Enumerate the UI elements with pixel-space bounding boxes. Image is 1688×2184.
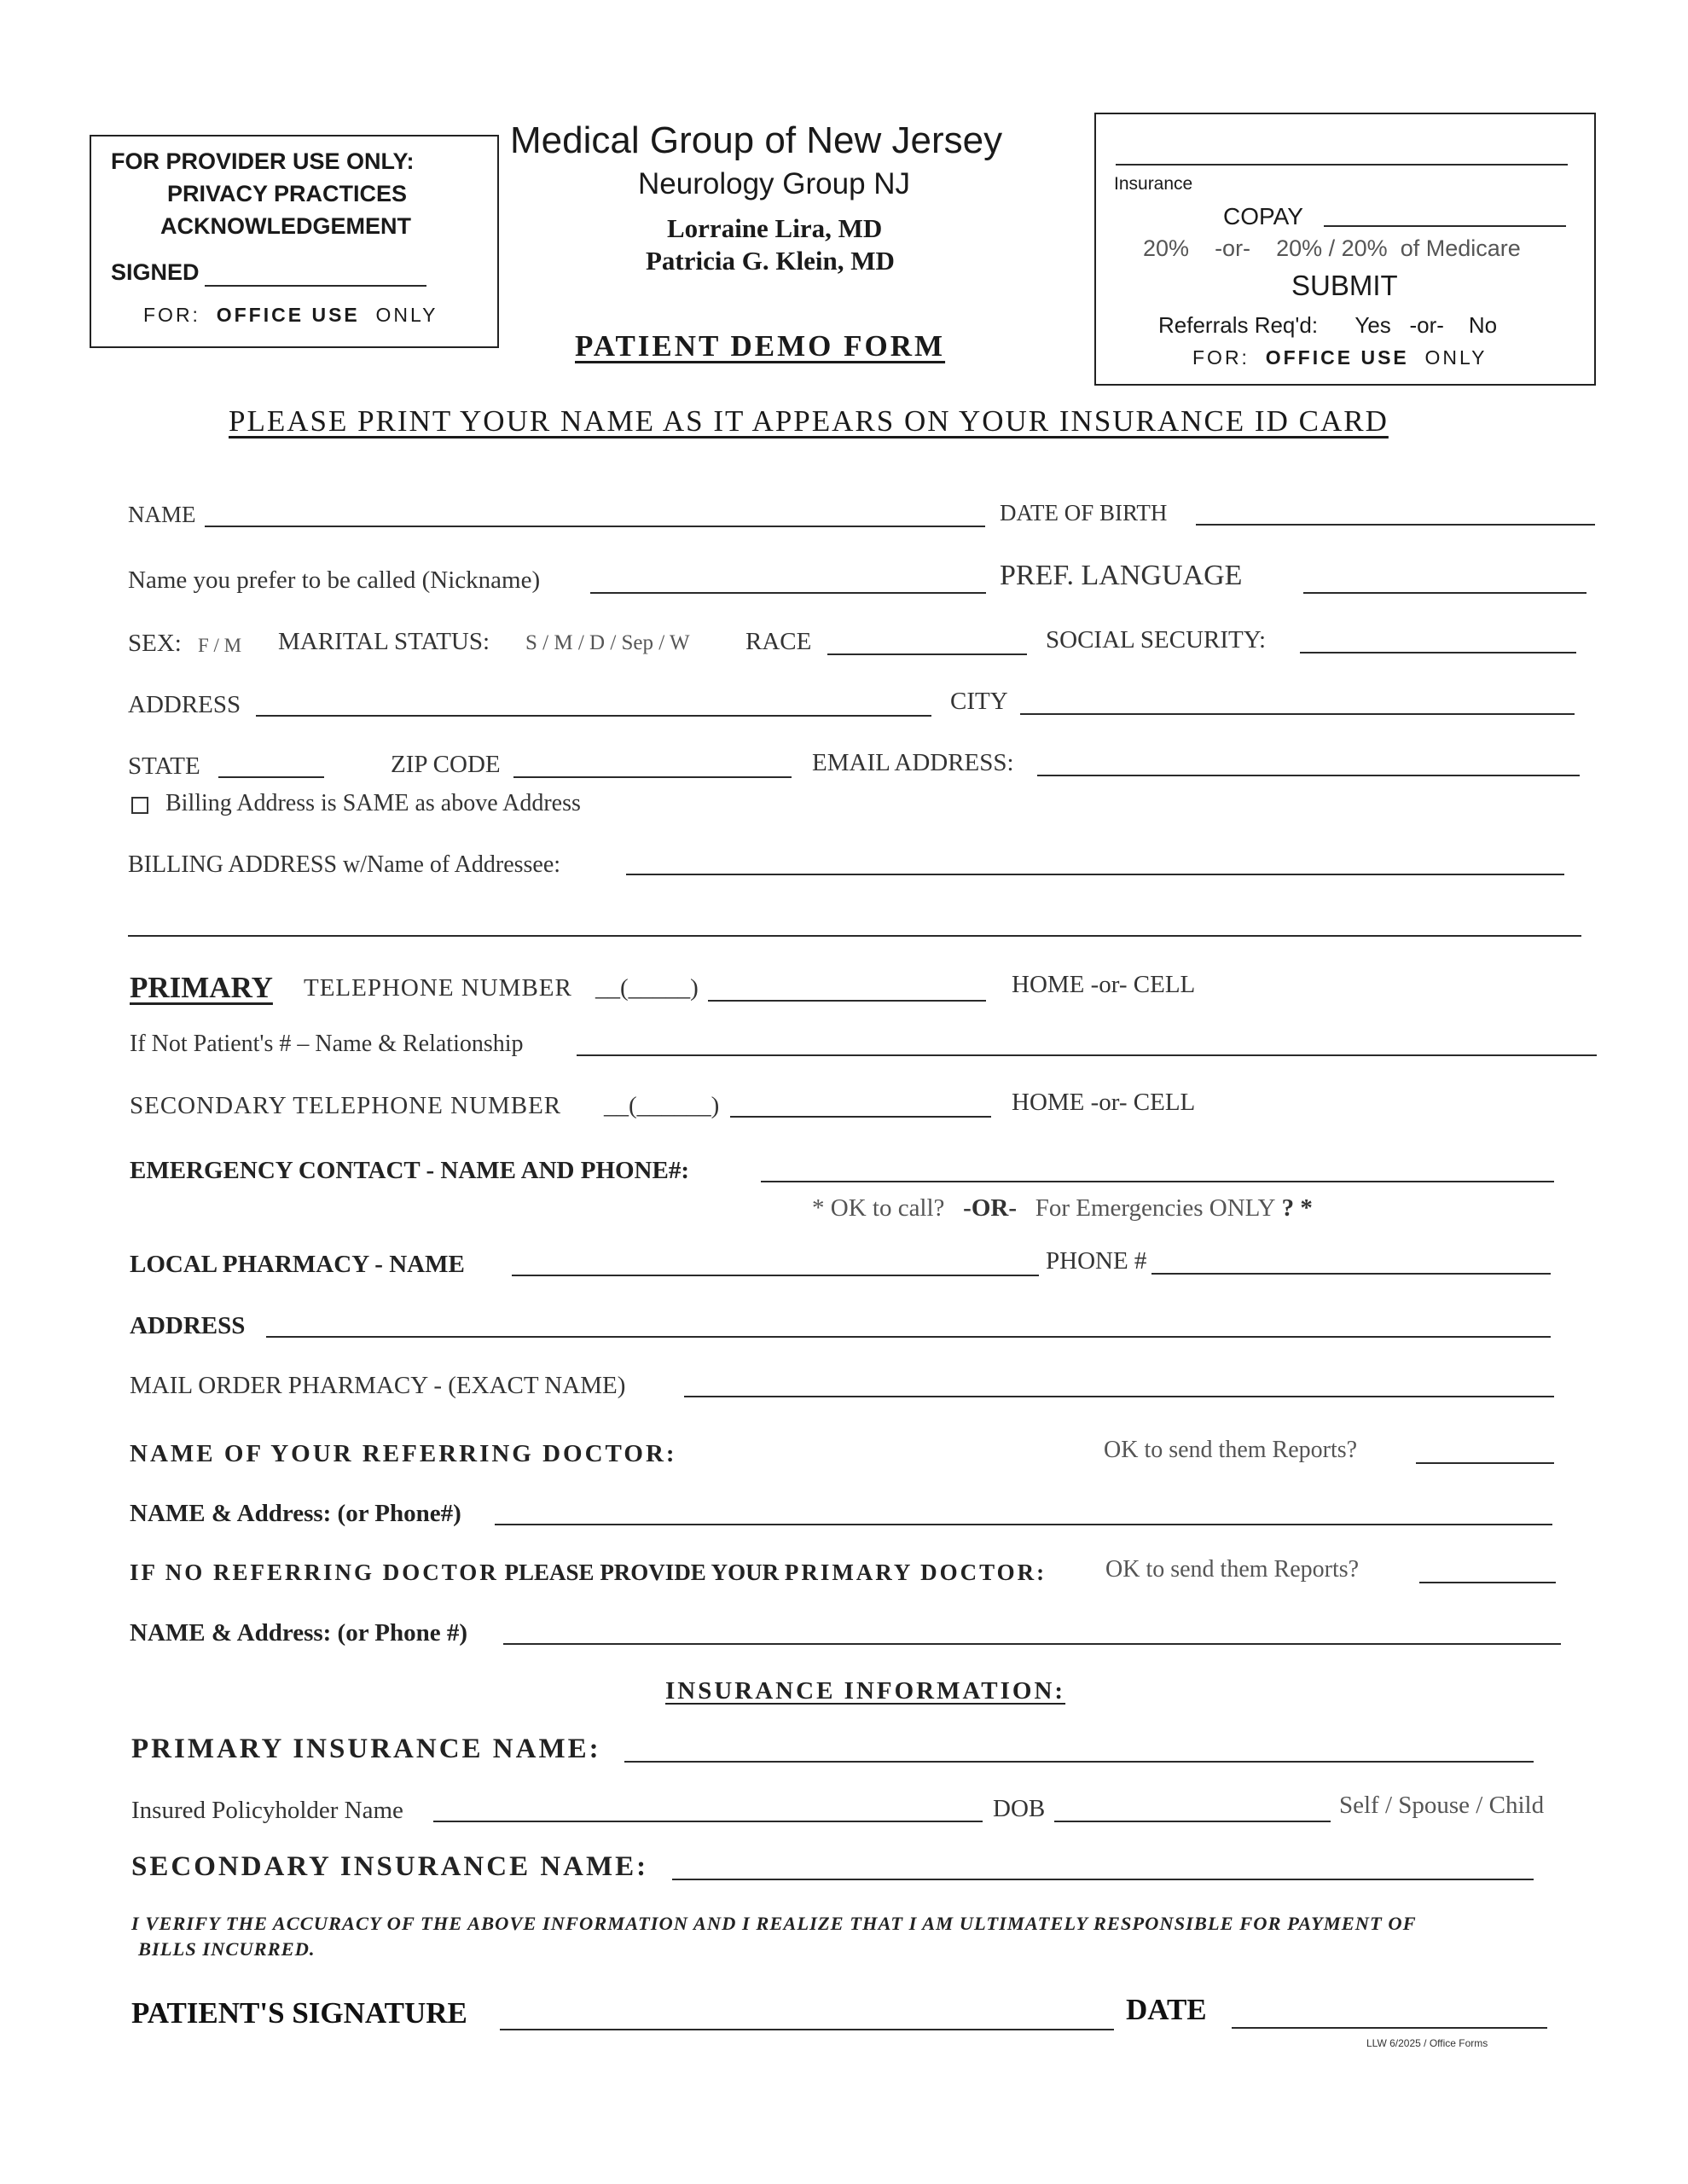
secondary-insurance-line: [672, 1879, 1534, 1880]
signature-date-line: [1232, 2027, 1547, 2029]
state-line: [218, 776, 324, 778]
pharmacy-name-label: LOCAL PHARMACY - NAME: [130, 1251, 465, 1278]
billing-same-label: Billing Address is SAME as above Address: [165, 790, 581, 816]
mail-order-line: [684, 1396, 1554, 1397]
or-label-1: -or-: [1215, 235, 1251, 261]
ok-reports-2-label: OK to send them Reports?: [1105, 1556, 1360, 1583]
name-label: NAME: [128, 502, 196, 527]
primary-insurance-label: PRIMARY INSURANCE NAME:: [131, 1734, 601, 1764]
pct-20[interactable]: 20%: [1143, 235, 1190, 261]
not-patient-input[interactable]: [578, 1024, 1595, 1054]
policyholder-label: Insured Policyholder Name: [131, 1797, 403, 1824]
signed-line: [205, 285, 426, 287]
name-address-phone-2-label: NAME & Address: (or Phone #): [130, 1619, 468, 1647]
pharmacy-name-input[interactable]: [513, 1244, 1037, 1275]
ssn-line: [1300, 652, 1576, 653]
pharmacy-address-input[interactable]: [268, 1305, 1549, 1336]
ok-reports-1-input[interactable]: [1418, 1432, 1552, 1462]
dob-label: DATE OF BIRTH: [1000, 500, 1168, 526]
referrals-yes[interactable]: Yes: [1354, 312, 1391, 338]
primary-label: PRIMARY: [130, 971, 273, 1004]
patient-signature-label: PATIENT'S SIGNATURE: [131, 1996, 467, 2030]
form-title: PATIENT DEMO FORM: [575, 329, 946, 363]
footer-form-code: LLW 6/2025 / Office Forms: [1366, 2037, 1488, 2049]
medicare-pct-row: [1143, 235, 1521, 262]
org-name: Medical Group of New Jersey: [510, 119, 1003, 161]
doctor-1: Lorraine Lira, MD: [667, 213, 883, 243]
ok-reports-1-label: OK to send them Reports?: [1104, 1437, 1358, 1463]
insurance-label: Insurance: [1114, 174, 1193, 194]
address-line: [256, 715, 931, 717]
ok-reports-1-line: [1416, 1462, 1554, 1464]
signature-date-input[interactable]: [1233, 1996, 1546, 2027]
referrals-label: Referrals Req'd:: [1158, 312, 1319, 338]
no-referring-label: IF NO REFERRING DOCTOR: [130, 1560, 499, 1585]
sex-options[interactable]: F / M: [198, 635, 242, 656]
state-label: STATE: [128, 752, 200, 780]
mail-order-label: MAIL ORDER PHARMACY - (EXACT NAME): [130, 1372, 626, 1399]
of-medicare-label: of Medicare: [1400, 235, 1521, 261]
billing-address-line: [626, 874, 1564, 875]
name-line: [205, 526, 985, 527]
instruction-heading: PLEASE PRINT YOUR NAME AS IT APPEARS ON YOUR INSURANCE ID CARD: [229, 404, 1389, 438]
name-address-phone-1-input[interactable]: [496, 1493, 1551, 1524]
zip-line: [513, 776, 792, 778]
pref-language-input[interactable]: [1305, 561, 1585, 592]
zip-input[interactable]: [515, 746, 790, 776]
ok-reports-2-line: [1419, 1582, 1556, 1583]
verification-line-2: BILLS INCURRED.: [138, 1938, 316, 1960]
marital-status-label: MARITAL STATUS:: [278, 628, 490, 655]
pharmacy-phone-line: [1151, 1273, 1551, 1275]
acknowledgement-label: ACKNOWLEDGEMENT: [160, 213, 411, 239]
primary-insurance-input[interactable]: [626, 1730, 1532, 1761]
marital-status-options[interactable]: S / M / D / Sep / W: [525, 631, 690, 654]
email-label: EMAIL ADDRESS:: [812, 749, 1014, 776]
office-only-label: ONLY: [375, 304, 438, 326]
emergency-input[interactable]: [763, 1150, 1552, 1181]
provider-use-title: FOR PROVIDER USE ONLY:: [111, 148, 415, 174]
primary-doctor-label: PRIMARY DOCTOR:: [784, 1560, 1047, 1585]
billing-address-input-2[interactable]: [130, 904, 1580, 935]
policyholder-input[interactable]: [435, 1790, 981, 1821]
pharmacy-phone-label: PHONE #: [1046, 1247, 1147, 1275]
no-referring-row: [130, 1560, 1047, 1586]
office-use-only-left: [143, 304, 438, 327]
city-line: [1020, 713, 1575, 715]
insurance-name-input[interactable]: [1117, 133, 1566, 164]
question-star: ? *: [1281, 1194, 1313, 1222]
policyholder-dob-label: DOB: [993, 1795, 1046, 1822]
insurance-heading: INSURANCE INFORMATION:: [665, 1677, 1066, 1705]
verification-line-1: I VERIFY THE ACCURACY OF THE ABOVE INFORMATION AND I REALIZE THAT I AM ULTIMATELY RESPONSIBLE FOR PAYMENT OF: [131, 1913, 1417, 1934]
emergencies-only-option[interactable]: For Emergencies ONLY: [1035, 1194, 1276, 1222]
name-address-phone-1-line: [495, 1524, 1552, 1525]
race-line: [827, 653, 1027, 655]
office-for-label: FOR:: [143, 304, 200, 326]
or-bold-label: -OR-: [963, 1194, 1017, 1222]
billing-address-input[interactable]: [628, 843, 1563, 874]
office-for-label-right: FOR:: [1192, 346, 1250, 369]
office-use-label: OFFICE USE: [216, 304, 360, 326]
billing-address-label: BILLING ADDRESS w/Name of Addressee:: [128, 851, 561, 878]
pharmacy-phone-input[interactable]: [1153, 1242, 1549, 1273]
submit-label: SUBMIT: [1291, 270, 1398, 301]
ssn-input[interactable]: [1302, 621, 1575, 652]
pct-20-20[interactable]: 20% / 20%: [1276, 235, 1388, 261]
copay-label: COPAY: [1223, 203, 1303, 229]
referrals-no[interactable]: No: [1468, 312, 1498, 338]
pref-language-label: PREF. LANGUAGE: [1000, 560, 1243, 591]
provider-signed-input[interactable]: [206, 254, 425, 285]
primary-phone-area: __(_____): [595, 974, 699, 1002]
nickname-label: Name you prefer to be called (Nickname): [128, 566, 541, 594]
policyholder-relation[interactable]: Self / Spouse / Child: [1339, 1792, 1545, 1819]
pref-language-line: [1303, 592, 1586, 594]
group-name: Neurology Group NJ: [638, 167, 911, 200]
race-label: RACE: [745, 628, 812, 655]
secondary-home-or-cell[interactable]: HOME -or- CELL: [1012, 1089, 1196, 1116]
city-input[interactable]: [1022, 682, 1573, 713]
not-patient-label: If Not Patient's # – Name & Relationship: [130, 1031, 524, 1057]
state-input[interactable]: [220, 746, 322, 776]
address-input[interactable]: [258, 684, 930, 715]
primary-insurance-line: [624, 1761, 1534, 1763]
sex-label: SEX:: [128, 630, 182, 657]
email-input[interactable]: [1039, 744, 1578, 775]
dob-input[interactable]: [1198, 493, 1593, 524]
patient-signature-input[interactable]: [502, 1998, 1112, 2029]
doctor-2: Patricia G. Klein, MD: [646, 246, 895, 276]
patient-signature-line: [500, 2029, 1114, 2030]
privacy-practices-label: PRIVACY PRACTICES: [167, 181, 408, 206]
mail-order-input[interactable]: [686, 1365, 1552, 1396]
address-label: ADDRESS: [128, 691, 241, 718]
secondary-insurance-label: SECONDARY INSURANCE NAME:: [131, 1851, 649, 1882]
emergency-line: [761, 1181, 1554, 1182]
nickname-input[interactable]: [592, 561, 984, 592]
signed-label: SIGNED: [111, 259, 200, 285]
secondary-phone-input[interactable]: [732, 1085, 989, 1116]
policyholder-line: [433, 1821, 983, 1822]
ssn-label: SOCIAL SECURITY:: [1046, 626, 1267, 653]
ok-reports-2-input[interactable]: [1421, 1551, 1554, 1582]
secondary-phone-line: [730, 1116, 991, 1118]
primary-phone-input[interactable]: [710, 969, 984, 1000]
primary-home-or-cell[interactable]: HOME -or- CELL: [1012, 971, 1196, 998]
name-address-phone-2-input[interactable]: [505, 1612, 1559, 1643]
city-label: CITY: [950, 688, 1008, 715]
zip-label: ZIP CODE: [391, 751, 501, 778]
name-address-phone-2-line: [503, 1643, 1561, 1645]
pharmacy-address-label: ADDRESS: [130, 1312, 246, 1339]
ok-to-call-option[interactable]: * OK to call?: [812, 1194, 945, 1222]
office-use-only-right: [1192, 346, 1487, 369]
name-input[interactable]: [206, 495, 983, 526]
billing-address-line-2: [128, 935, 1581, 937]
name-address-phone-1-label: NAME & Address: (or Phone#): [130, 1500, 461, 1527]
race-input[interactable]: [829, 623, 1025, 653]
secondary-insurance-input[interactable]: [674, 1848, 1532, 1879]
nickname-line: [590, 592, 986, 594]
email-line: [1037, 775, 1580, 776]
policyholder-dob-input[interactable]: [1056, 1790, 1329, 1821]
referrals-row: [1158, 312, 1497, 339]
secondary-phone-area: __(______): [604, 1092, 720, 1119]
referring-doctor-label: NAME OF YOUR REFERRING DOCTOR:: [130, 1440, 677, 1467]
policyholder-dob-line: [1054, 1821, 1331, 1822]
not-patient-line: [577, 1054, 1597, 1056]
pharmacy-address-line: [266, 1336, 1551, 1338]
insurance-name-line: [1116, 164, 1568, 166]
signature-date-label: DATE: [1126, 1993, 1207, 2026]
dob-line: [1196, 524, 1595, 526]
emergency-contact-label: EMERGENCY CONTACT - NAME AND PHONE#:: [130, 1157, 689, 1184]
primary-phone-line: [708, 1000, 986, 1002]
office-use-label-right: OFFICE USE: [1265, 346, 1409, 369]
or-label-2: -or-: [1409, 312, 1444, 338]
primary-telephone-label: TELEPHONE NUMBER: [304, 974, 572, 1002]
copay-input[interactable]: [1325, 196, 1564, 227]
billing-same-checkbox[interactable]: [131, 797, 148, 814]
secondary-telephone-label: SECONDARY TELEPHONE NUMBER: [130, 1092, 562, 1119]
office-only-label-right: ONLY: [1424, 346, 1488, 369]
emergency-options-row: [812, 1194, 1313, 1223]
pharmacy-name-line: [512, 1275, 1039, 1276]
please-provide-label: PLEASE PROVIDE YOUR: [504, 1560, 780, 1585]
